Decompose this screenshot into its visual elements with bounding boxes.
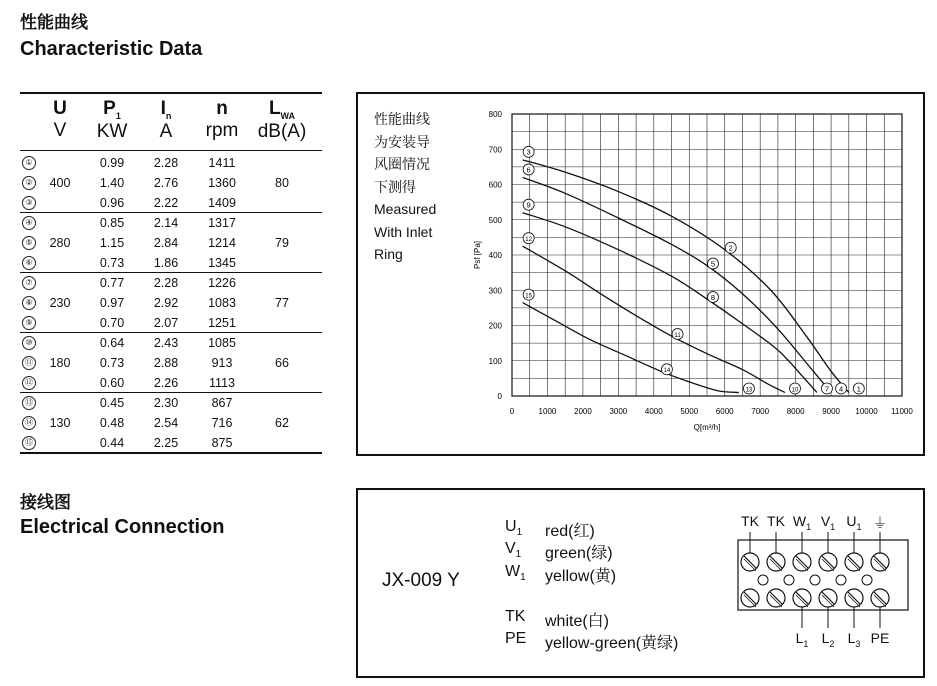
table-cell-noise: 62: [275, 416, 289, 430]
table-cell-voltage: 130: [49, 416, 71, 430]
terminal-top-sub: 1: [806, 521, 812, 532]
table-cell-p1: 0.77: [99, 276, 125, 290]
table-rule-header: [20, 150, 322, 151]
wire-code: [505, 540, 521, 560]
wire-color: yellow-green(黄绿): [545, 635, 679, 652]
header-unit: dB(A): [257, 120, 307, 142]
y-tick-label: 700: [488, 145, 502, 155]
table-cell-in: 2.14: [153, 216, 179, 230]
y-tick-label: 600: [488, 180, 502, 190]
header-unit: rpm: [205, 120, 239, 141]
row-index: ②: [22, 176, 36, 190]
table-cell-p1: 0.97: [99, 296, 125, 310]
row-index: ④: [22, 216, 36, 230]
chart-note-line: 下测得: [374, 178, 416, 195]
curve-line: [523, 303, 739, 393]
table-group-rule: [20, 272, 322, 273]
curve-marker-label: 9: [526, 200, 531, 210]
table-cell-voltage: 400: [49, 176, 71, 190]
y-tick-label: 200: [488, 321, 502, 331]
table-cell-n: 1360: [208, 176, 236, 190]
header-symbol-text: P: [103, 98, 116, 119]
model-label: JX-009 Y: [382, 570, 460, 591]
wire-code-sub: 1: [515, 549, 522, 561]
section-title-cn: 性能曲线: [20, 13, 88, 32]
table-cell-p1: 0.44: [99, 436, 125, 450]
row-index: ⑦: [22, 276, 36, 290]
table-cell-n: 1317: [208, 216, 236, 230]
x-tick-label: 11000: [891, 407, 913, 416]
wire-color: white(白): [545, 613, 610, 630]
table-cell-p1: 0.48: [99, 416, 125, 430]
table-group-rule: [20, 332, 322, 333]
curve-marker-label: 12: [525, 236, 532, 243]
header-unit: V: [53, 120, 67, 141]
chart-note-line: With Inlet: [374, 223, 433, 240]
terminal-top-sub: 1: [830, 521, 836, 532]
y-tick-label: 0: [497, 392, 502, 401]
header-symbol: [192, 98, 252, 120]
performance-chart: [356, 92, 925, 456]
table-cell-in: 2.30: [153, 396, 179, 410]
wire-code-text: U: [505, 518, 517, 535]
terminal-bottom-sub: 2: [829, 638, 835, 649]
table-cell-noise: 77: [275, 296, 289, 310]
section2-title-en: Electrical Connection: [20, 516, 225, 538]
table-cell-voltage: 280: [49, 236, 71, 250]
row-index: ⑮: [22, 436, 36, 450]
table-group-rule: [20, 452, 322, 454]
x-tick-label: 10000: [855, 407, 878, 416]
header-unit: A: [159, 120, 173, 142]
wire-color: yellow(黄): [545, 568, 617, 585]
terminal-bottom-sub: 1: [803, 638, 809, 649]
table-rule-top: [20, 92, 322, 94]
table-cell-in: 2.54: [153, 416, 179, 430]
table-cell-p1: 1.40: [99, 176, 125, 190]
table-header: [87, 98, 137, 143]
table-cell-in: 2.28: [153, 276, 179, 290]
row-index: ①: [22, 156, 36, 170]
y-tick-label: 800: [488, 110, 502, 119]
x-tick-label: 9000: [822, 407, 840, 416]
table-cell-voltage: 230: [49, 296, 71, 310]
terminal-top-code: TK: [767, 513, 785, 529]
table-cell-noise: 66: [275, 356, 289, 370]
curve-line: [523, 177, 831, 392]
curve-marker-label: 7: [824, 384, 829, 394]
wire-color: red(红): [545, 523, 595, 540]
x-axis-label: Q[m³/h]: [693, 423, 721, 432]
x-tick-label: 2000: [574, 407, 592, 416]
header-unit: KW: [96, 120, 128, 142]
x-tick-label: 7000: [751, 407, 770, 416]
table-cell-p1: 1.15: [99, 236, 125, 250]
curve-marker-label: 5: [710, 259, 716, 269]
table-cell-p1: 0.70: [99, 316, 125, 330]
curve-marker-label: 13: [745, 387, 753, 394]
header-symbol-text: I: [160, 98, 166, 119]
wire-color: green(绿): [545, 545, 613, 562]
x-tick-label: 5000: [680, 407, 699, 416]
table-cell-n: 1113: [209, 376, 235, 390]
row-index: ⑩: [22, 336, 36, 350]
terminal-block: [730, 530, 910, 630]
table-cell-p1: 0.99: [99, 156, 125, 170]
terminal-top-code: W: [792, 513, 807, 529]
table-cell-in: 2.76: [153, 176, 179, 190]
table-cell-n: 875: [211, 436, 233, 450]
row-index: ⑭: [22, 416, 36, 430]
terminal-top-code: TK: [741, 513, 759, 529]
wire-code-text: W: [505, 563, 521, 580]
curve-marker-label: 14: [663, 368, 671, 375]
header-symbol-text: n: [216, 98, 228, 119]
row-index: ⑫: [22, 376, 36, 390]
terminal-bottom-code: L: [795, 630, 804, 646]
section-title-en: Characteristic Data: [20, 38, 203, 60]
table-cell-in: 2.92: [153, 296, 179, 310]
table-cell-in: 2.26: [153, 376, 179, 390]
table-cell-n: 867: [211, 396, 233, 410]
terminal-link: [836, 575, 846, 585]
terminal-top-label: [865, 513, 895, 533]
table-cell-in: 2.43: [153, 336, 179, 350]
header-symbol-sub: WA: [280, 110, 296, 121]
header-symbol-text: U: [53, 98, 67, 119]
curve-marker-label: 10: [791, 387, 799, 394]
table-cell-p1: 0.60: [99, 376, 125, 390]
table-cell-n: 1214: [208, 236, 236, 250]
wire-code-text: V: [505, 540, 516, 557]
table-header: [40, 98, 80, 142]
curve-line: [523, 160, 849, 393]
table-cell-in: 2.28: [153, 156, 179, 170]
terminal-bottom-sub: 3: [855, 638, 861, 649]
terminal-link: [862, 575, 872, 585]
terminal-top-code: ⏚: [873, 515, 887, 531]
wire-code: [505, 608, 525, 626]
row-index: ⑨: [22, 316, 36, 330]
header-symbol: [146, 98, 186, 121]
table-cell-n: 1226: [208, 276, 236, 290]
curve-marker-label: 4: [839, 384, 844, 394]
table-cell-p1: 0.73: [99, 356, 125, 370]
terminal-link: [758, 575, 768, 585]
chart-note-line: Measured: [374, 201, 437, 217]
table-cell-noise: 79: [275, 236, 289, 250]
terminal-link: [810, 575, 820, 585]
terminal-top-code: U: [846, 513, 857, 529]
table-cell-n: 1251: [208, 316, 236, 330]
curve-marker-label: 3: [526, 147, 531, 157]
wire-code-text: PE: [505, 630, 527, 647]
table-cell-n: 716: [211, 416, 233, 430]
row-index: ⑤: [22, 236, 36, 250]
curve-marker-label: 8: [710, 292, 716, 302]
x-tick-label: 0: [509, 407, 515, 416]
table-cell-n: 1083: [208, 296, 236, 310]
x-tick-label: 4000: [644, 407, 663, 416]
table-cell-in: 2.07: [153, 316, 179, 330]
table-cell-p1: 0.64: [99, 336, 125, 350]
header-symbol-sub: n: [165, 110, 172, 121]
chart-note-line: 为安装导: [374, 133, 430, 150]
header-symbol: [252, 98, 312, 121]
y-tick-label: 300: [488, 286, 502, 296]
header-symbol: [40, 98, 80, 120]
table-cell-p1: 0.45: [99, 396, 125, 410]
row-index: ⑬: [22, 396, 36, 410]
table-cell-in: 2.84: [153, 236, 179, 250]
table-group-rule: [20, 212, 322, 213]
terminal-top-code: V: [820, 513, 831, 529]
curve-marker-label: 1: [856, 384, 861, 394]
table-cell-voltage: 180: [49, 356, 71, 370]
x-tick-label: 1000: [538, 407, 557, 416]
table-cell-p1: 0.73: [99, 256, 125, 270]
wire-code: [505, 630, 526, 648]
table-cell-n: 1085: [208, 336, 236, 350]
terminal-bottom-code: PE: [870, 630, 890, 646]
y-axis-label: Psf [Pa]: [473, 240, 482, 270]
table-cell-n: 1345: [208, 256, 236, 270]
x-tick-label: 8000: [786, 407, 805, 416]
wire-code-text: TK: [505, 608, 526, 625]
table-cell-in: 1.86: [153, 256, 179, 270]
header-symbol-text: L: [268, 98, 281, 119]
table-header: [192, 98, 252, 142]
table-cell-p1: 0.96: [99, 196, 125, 210]
curve-marker-label: 6: [526, 165, 531, 175]
curve-marker-label: 11: [674, 332, 681, 339]
table-group-rule: [20, 392, 322, 393]
terminal-top-sub: 1: [856, 521, 862, 532]
table-cell-n: 913: [211, 356, 233, 370]
wire-code: [505, 563, 526, 583]
terminal-bottom-label: [865, 630, 895, 646]
row-index: ⑧: [22, 296, 36, 310]
terminal-bottom-code: L: [821, 630, 830, 646]
table-header: [252, 98, 312, 143]
y-tick-label: 100: [488, 356, 502, 366]
wire-code-sub: 1: [520, 572, 526, 584]
curve-marker-label: 15: [525, 293, 532, 300]
y-tick-label: 400: [488, 251, 502, 260]
x-tick-label: 6000: [715, 407, 734, 416]
chart-note-line: 性能曲线: [374, 111, 430, 127]
section2-title-cn: 接线图: [20, 493, 71, 512]
chart-note-line: Ring: [374, 246, 403, 262]
terminal-bottom-code: L: [847, 630, 856, 646]
row-index: ③: [22, 196, 36, 210]
header-symbol: [87, 98, 137, 121]
wire-code-sub: 1: [516, 527, 523, 539]
table-cell-p1: 0.85: [99, 216, 125, 230]
table-cell-in: 2.25: [153, 436, 179, 450]
table-header: [146, 98, 186, 143]
row-index: ⑥: [22, 256, 36, 270]
curve-marker-label: 2: [728, 243, 733, 253]
terminal-link: [784, 575, 794, 585]
wire-code: [505, 518, 522, 538]
table-cell-in: 2.22: [153, 196, 179, 210]
row-index: ⑪: [22, 356, 36, 370]
table-cell-noise: 80: [275, 176, 289, 190]
table-cell-n: 1411: [208, 156, 236, 170]
table-cell-in: 2.88: [153, 356, 179, 370]
table-cell-n: 1409: [208, 196, 236, 210]
chart-note-line: 风圈情况: [374, 156, 430, 172]
header-symbol-sub: 1: [115, 110, 121, 121]
y-tick-label: 500: [488, 215, 502, 225]
x-tick-label: 3000: [609, 407, 628, 416]
